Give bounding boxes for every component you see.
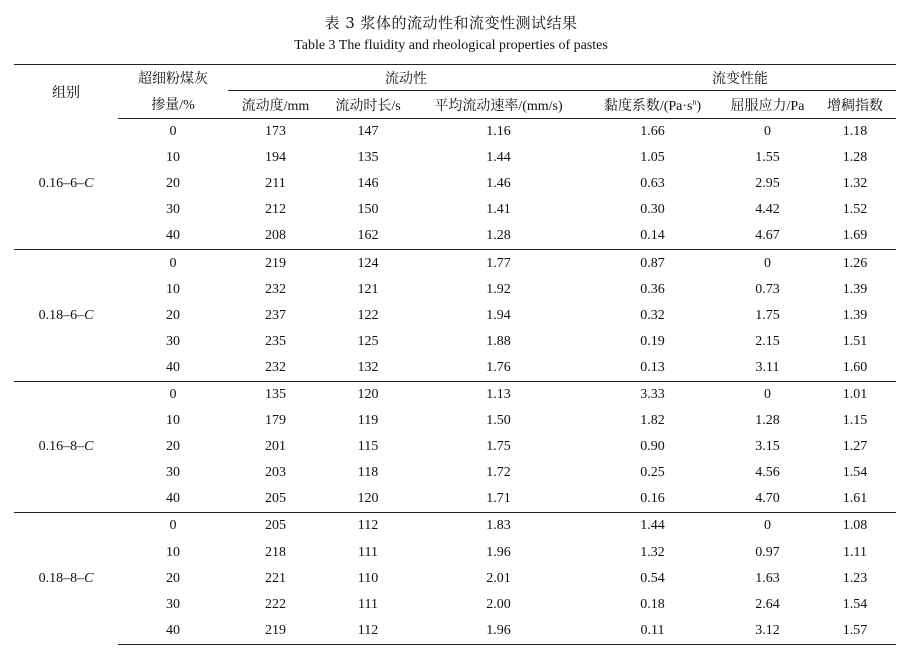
cell-yield: 3.12 <box>721 618 814 645</box>
cell-time: 111 <box>358 544 378 560</box>
cell-yield: 4.67 <box>755 228 780 244</box>
cell-yield: 3.11 <box>755 359 780 375</box>
table-row <box>14 223 896 250</box>
cell-flow: 201 <box>265 439 286 455</box>
table-row <box>14 566 896 592</box>
table-row <box>14 250 896 277</box>
group-name-prefix: 0.18–8– <box>38 570 85 586</box>
cell-flow: 203 <box>265 465 286 481</box>
cell-yield: 0.97 <box>755 544 780 560</box>
cell-visc: 0.30 <box>640 202 665 218</box>
cell-index: 1.69 <box>842 228 868 244</box>
cell-time: 162 <box>357 228 379 244</box>
cell-time: 115 <box>357 439 379 455</box>
col-header-flow-diameter: 流动度/mm <box>228 91 323 119</box>
cell-dosage: 40 <box>166 359 180 375</box>
cell-index: 1.60 <box>842 359 868 375</box>
cell-flow: 208 <box>265 228 286 244</box>
table-row <box>14 434 896 460</box>
group-block <box>14 381 896 512</box>
cell-visc: 0.14 <box>640 228 665 244</box>
group-block <box>14 513 896 644</box>
cell-time: 122 <box>357 307 379 323</box>
table-row <box>14 592 896 618</box>
cell-index: 1.28 <box>842 150 868 166</box>
cell-visc: 0.25 <box>640 465 665 481</box>
cell-dosage: 10 <box>166 150 180 166</box>
cell-time: 112 <box>323 618 413 645</box>
cell-yield: 0 <box>721 381 814 408</box>
cell-index: 1.15 <box>842 413 868 429</box>
table-row <box>14 355 896 382</box>
group-name-variable: C <box>84 175 94 191</box>
group-name-cell <box>14 250 118 381</box>
cell-dosage: 0 <box>118 381 228 408</box>
cell-time: 111 <box>358 596 378 612</box>
group-name-variable: C <box>84 307 94 323</box>
cell-dosage: 30 <box>166 333 180 349</box>
cell-visc: 1.66 <box>640 124 665 140</box>
table-caption-en: Table 3 The fluidity and rheological properties of pastes <box>294 38 608 53</box>
table-row <box>14 513 896 540</box>
cell-dosage: 40 <box>166 491 180 507</box>
cell-index: 1.23 <box>842 570 868 586</box>
cell-dosage: 20 <box>166 570 180 586</box>
cell-index: 1.51 <box>842 333 868 349</box>
cell-yield: 4.42 <box>755 202 780 218</box>
cell-yield: 0.73 <box>755 281 780 297</box>
cell-rate: 1.77 <box>413 250 584 277</box>
cell-visc: 0.63 <box>640 176 665 192</box>
cell-visc: 0.13 <box>640 359 665 375</box>
table-header <box>14 65 896 119</box>
table-row <box>14 540 896 566</box>
cell-time: 120 <box>323 381 413 408</box>
cell-visc: 0.90 <box>640 439 665 455</box>
viscosity-label-end: ) <box>696 98 702 114</box>
col-header-viscosity <box>584 91 721 119</box>
cell-flow: 221 <box>265 570 286 586</box>
cell-yield: 2.95 <box>755 176 780 192</box>
group-name-prefix: 0.18–6– <box>38 307 85 323</box>
cell-rate: 1.71 <box>486 491 511 507</box>
group-name-cell <box>14 119 118 250</box>
cell-time: 120 <box>357 491 379 507</box>
col-header-dosage-line2: 掺量/% <box>118 91 228 119</box>
cell-yield: 4.70 <box>755 491 780 507</box>
cell-rate: 1.94 <box>486 307 511 323</box>
cell-time: 112 <box>323 513 413 540</box>
cell-rate: 1.83 <box>413 513 584 540</box>
cell-flow: 232 <box>265 281 286 297</box>
cell-time: 132 <box>357 359 379 375</box>
cell-visc: 0.18 <box>640 596 665 612</box>
cell-index: 1.32 <box>842 176 868 192</box>
cell-flow: 219 <box>228 618 323 645</box>
cell-index: 1.61 <box>842 491 868 507</box>
cell-time: 124 <box>323 250 413 277</box>
viscosity-exponent: n <box>692 96 697 106</box>
cell-index: 1.26 <box>814 250 896 277</box>
cell-index: 1.54 <box>842 596 868 612</box>
col-header-consistency-index: 增稠指数 <box>814 91 896 119</box>
cell-rate: 1.72 <box>486 465 511 481</box>
table-row <box>14 303 896 329</box>
cell-yield: 0 <box>764 124 771 140</box>
cell-index: 1.01 <box>814 381 896 408</box>
cell-visc: 0.11 <box>584 618 721 645</box>
col-header-rheology: 流变性能 <box>584 65 896 91</box>
cell-yield: 1.55 <box>755 150 780 166</box>
cell-visc: 0.32 <box>640 307 665 323</box>
cell-flow: 173 <box>265 124 286 140</box>
cell-visc: 3.33 <box>584 381 721 408</box>
properties-table <box>14 64 896 645</box>
cell-visc: 0.16 <box>640 491 665 507</box>
table-row <box>14 381 896 408</box>
cell-time: 125 <box>357 333 379 349</box>
table-row <box>14 119 896 146</box>
cell-flow: 222 <box>265 596 286 612</box>
cell-yield: 4.56 <box>755 465 780 481</box>
cell-yield: 3.15 <box>755 439 780 455</box>
table-row <box>14 277 896 303</box>
cell-index: 1.39 <box>842 281 868 297</box>
cell-rate: 1.96 <box>486 544 511 560</box>
col-header-yield-stress: 屈服应力/Pa <box>721 91 814 119</box>
cell-flow: 237 <box>265 307 286 323</box>
cell-dosage: 30 <box>166 465 180 481</box>
cell-rate: 1.41 <box>486 202 511 218</box>
cell-flow: 179 <box>265 413 286 429</box>
cell-rate: 2.01 <box>486 570 511 586</box>
cell-visc: 1.32 <box>640 544 665 560</box>
cell-rate: 2.00 <box>486 596 511 612</box>
cell-index: 1.52 <box>842 202 868 218</box>
group-name-variable: C <box>84 439 94 455</box>
cell-flow: 218 <box>265 544 286 560</box>
cell-rate: 1.76 <box>486 359 511 375</box>
cell-dosage: 20 <box>166 439 180 455</box>
cell-yield: 1.75 <box>755 307 780 323</box>
cell-rate: 1.46 <box>486 176 511 192</box>
group-name-cell <box>14 381 118 512</box>
cell-index: 1.39 <box>842 307 868 323</box>
cell-visc: 0.36 <box>640 281 665 297</box>
cell-flow: 135 <box>228 381 323 408</box>
cell-dosage: 20 <box>166 307 180 323</box>
cell-dosage: 10 <box>166 544 180 560</box>
cell-time: 118 <box>357 465 379 481</box>
group-name-variable: C <box>84 570 94 586</box>
cell-visc: 1.44 <box>584 513 721 540</box>
cell-time: 110 <box>357 570 379 586</box>
cell-flow: 212 <box>265 202 286 218</box>
cell-dosage: 20 <box>166 176 180 192</box>
cell-time: 150 <box>357 202 379 218</box>
cell-flow: 205 <box>265 491 286 507</box>
table-row <box>14 329 896 355</box>
cell-yield: 1.28 <box>755 413 780 429</box>
cell-dosage: 30 <box>166 596 180 612</box>
cell-rate: 1.28 <box>486 228 511 244</box>
cell-rate: 1.75 <box>486 439 511 455</box>
viscosity-label: 黏度系数/(Pa·s <box>603 98 693 114</box>
col-header-avg-flow-rate: 平均流动速率/(mm/s) <box>413 91 584 119</box>
cell-visc: 0.54 <box>640 570 665 586</box>
cell-time: 147 <box>357 124 379 140</box>
cell-yield: 0 <box>721 250 814 277</box>
cell-dosage: 10 <box>166 413 180 429</box>
cell-rate: 1.50 <box>486 413 511 429</box>
cell-flow: 235 <box>265 333 286 349</box>
cell-rate: 1.13 <box>413 381 584 408</box>
cell-dosage: 30 <box>166 202 180 218</box>
cell-index: 1.08 <box>814 513 896 540</box>
table-row <box>14 145 896 171</box>
cell-rate: 1.88 <box>486 333 511 349</box>
cell-yield: 2.64 <box>755 596 780 612</box>
cell-rate: 1.96 <box>413 618 584 645</box>
table-row <box>14 408 896 434</box>
cell-visc: 0.19 <box>640 333 665 349</box>
group-block <box>14 119 896 250</box>
col-header-dosage-line1: 超细粉煤灰 <box>118 65 228 91</box>
cell-rate: 1.92 <box>486 281 511 297</box>
cell-dosage: 0 <box>169 124 177 140</box>
cell-flow: 205 <box>228 513 323 540</box>
cell-index: 1.27 <box>842 439 868 455</box>
cell-yield: 1.63 <box>755 570 780 586</box>
cell-dosage: 0 <box>118 250 228 277</box>
cell-yield: 0 <box>721 513 814 540</box>
cell-visc: 1.82 <box>640 413 665 429</box>
table-row <box>14 171 896 197</box>
cell-index: 1.54 <box>842 465 868 481</box>
cell-time: 119 <box>357 413 379 429</box>
table-row <box>14 197 896 223</box>
cell-index: 1.11 <box>843 544 867 560</box>
cell-time: 121 <box>357 281 379 297</box>
cell-visc: 0.87 <box>584 250 721 277</box>
cell-dosage: 0 <box>118 513 228 540</box>
cell-index: 1.57 <box>814 618 896 645</box>
cell-dosage: 10 <box>166 281 180 297</box>
cell-dosage: 40 <box>118 618 228 645</box>
cell-dosage: 40 <box>166 228 180 244</box>
group-name-prefix: 0.16–8– <box>38 439 85 455</box>
cell-index: 1.18 <box>842 124 868 140</box>
cell-flow: 219 <box>228 250 323 277</box>
cell-visc: 1.05 <box>640 150 665 166</box>
group-block <box>14 250 896 381</box>
cell-rate: 1.16 <box>486 124 511 140</box>
col-header-flow-time: 流动时长/s <box>323 91 413 119</box>
table-caption-cn: 表 3 浆体的流动性和流变性测试结果 <box>324 14 578 32</box>
table-row <box>14 486 896 513</box>
cell-time: 135 <box>357 150 379 166</box>
group-name-cell <box>14 513 118 644</box>
table-row <box>14 618 896 645</box>
cell-rate: 1.44 <box>486 150 511 166</box>
cell-yield: 2.15 <box>755 333 780 349</box>
cell-time: 146 <box>357 176 379 192</box>
group-name-prefix: 0.16–6– <box>38 175 85 191</box>
col-header-fluidity: 流动性 <box>228 65 584 91</box>
cell-flow: 211 <box>265 176 286 192</box>
table-row <box>14 460 896 486</box>
col-header-group: 组别 <box>14 65 118 119</box>
cell-flow: 232 <box>265 359 286 375</box>
cell-flow: 194 <box>265 150 286 166</box>
